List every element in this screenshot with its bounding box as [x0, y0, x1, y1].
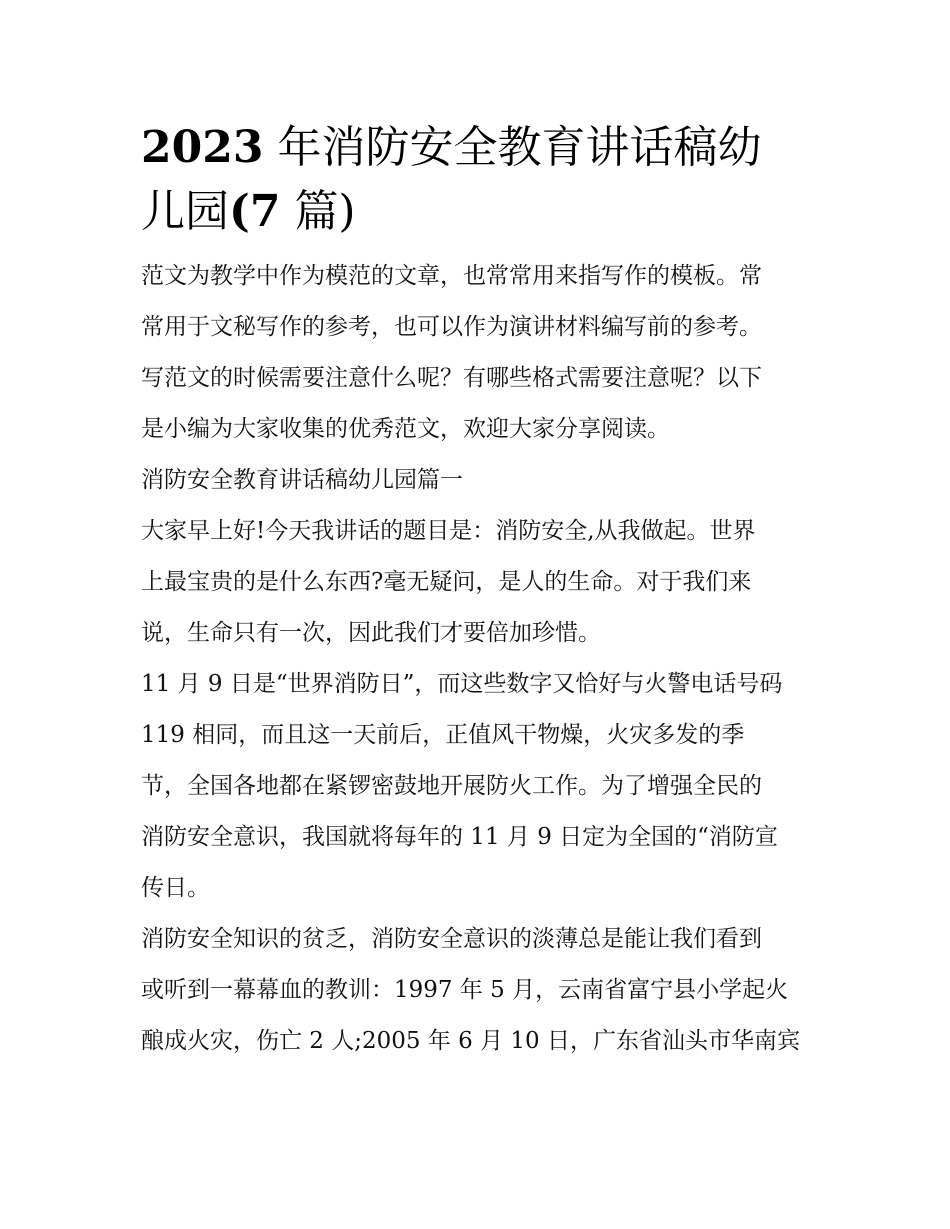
text-line: 传日。 [141, 875, 210, 901]
text-line: 11 月 9 日是“世界消防日”，而这些数字又恰好与火警电话号码 [141, 671, 783, 697]
title-line2-text: 儿园 [141, 186, 229, 237]
text-line: 节，全国各地都在紧锣密鼓地开展防火工作。为了增强全民的 [141, 773, 762, 799]
title-line1-text: 年消防安全教育讲话稿幼 [277, 122, 762, 173]
document-title [141, 116, 813, 244]
text-line: 是小编为大家收集的优秀范文，欢迎大家分享阅读。 [141, 416, 670, 442]
title-count-unit: 篇) [294, 186, 356, 237]
text-line: 消防安全意识，我国就将每年的 11 月 9 日定为全国的“消防宣 [141, 824, 778, 850]
text-line: 上最宝贵的是什么东西?毫无疑问，是人的生命。对于我们来 [141, 569, 752, 595]
title-year: 2023 [141, 122, 264, 173]
text-line: 说，生命只有一次，因此我们才要倍加珍惜。 [141, 620, 601, 646]
text-line: 或听到一幕幕血的教训：1997 年 5 月，云南省富宁县小学起火 [141, 977, 789, 1003]
text-line: 范文为教学中作为模范的文章，也常常用来指写作的模板。常 [141, 263, 762, 289]
text-line: 酿成火灾，伤亡 2 人;2005 年 6 月 10 日，广东省汕头市华南宾 [141, 1028, 800, 1054]
document-content [141, 116, 813, 1067]
section-heading: 消防安全教育讲话稿幼儿园篇一 [141, 467, 463, 493]
title-count: (7 [229, 186, 281, 237]
text-line: 大家早上好!今天我讲话的题目是：消防安全,从我做起。世界 [141, 518, 756, 544]
text-line: 常用于文秘写作的参考，也可以作为演讲材料编写前的参考。 [141, 314, 762, 340]
text-line: 消防安全知识的贫乏，消防安全意识的淡薄总是能让我们看到 [141, 926, 762, 952]
text-line: 119 相同，而且这一天前后，正值风干物燥，火灾多发的季 [141, 722, 745, 748]
text-line: 写范文的时候需要注意什么呢？有哪些格式需要注意呢？以下 [141, 365, 762, 391]
